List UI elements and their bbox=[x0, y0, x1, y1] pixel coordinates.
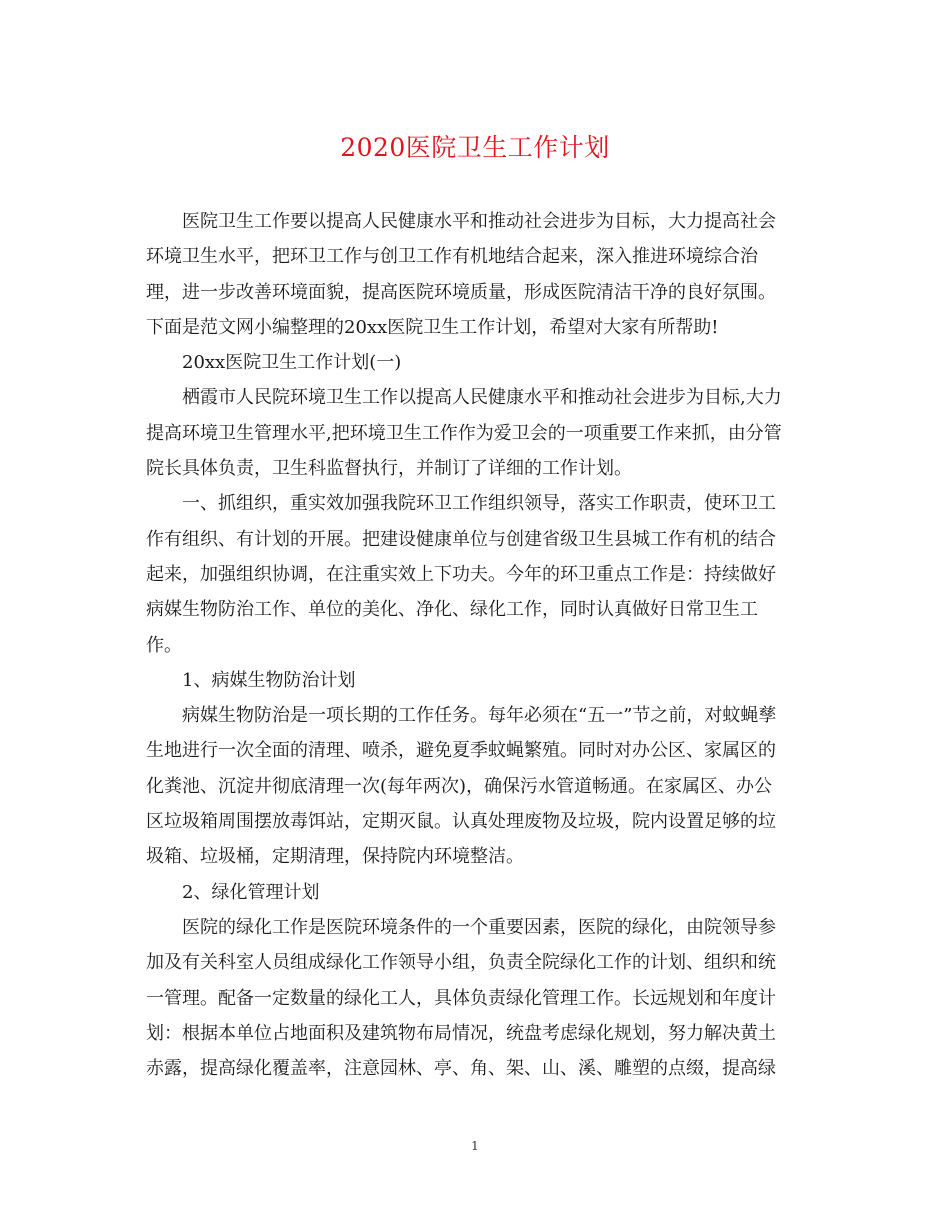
paragraph-line: 院长具体负责，卫生科监督执行，并制订了详细的工作计划。 bbox=[146, 458, 632, 480]
paragraph-line: 一、抓组织，重实效加强我院环卫工作组织领导，落实工作职责，使环卫工 bbox=[182, 493, 776, 515]
paragraph-line: 赤露，提高绿化覆盖率，注意园林、亭、角、架、山、溪、雕塑的点缀，提高绿 bbox=[146, 1058, 776, 1080]
paragraph-line: 医院卫生工作要以提高人民健康水平和推动社会进步为目标，大力提高社会 bbox=[182, 211, 776, 232]
paragraph-line: 病媒生物防治是一项长期的工作任务。每年必须在“五一”节之前，对蚊蝇孳 bbox=[182, 705, 777, 727]
paragraph-line: 加及有关科室人员组成绿化工作领导小组，负责全院绿化工作的计划、组织和统 bbox=[146, 952, 776, 974]
paragraph-line: 作有组织、有计划的开展。把建设健康单位与创建省级卫生县城工作有机的结合 bbox=[146, 528, 776, 550]
paragraph-line: 生地进行一次全面的清理、喷杀，避免夏季蚊蝇繁殖。同时对办公区、家属区的 bbox=[146, 740, 776, 762]
paragraph-line: 区垃圾箱周围摆放毒饵站，定期灭鼠。认真处理废物及垃圾，院内设置足够的垃 bbox=[146, 811, 776, 833]
section-heading: 1、病媒生物防治计划 bbox=[182, 669, 356, 691]
page-number: 1 bbox=[471, 1139, 479, 1153]
paragraph-line: 一管理。配备一定数量的绿化工人，具体负责绿化管理工作。长远规划和年度计 bbox=[146, 987, 776, 1009]
section-heading: 20xx医院卫生工作计划(一) bbox=[182, 352, 402, 374]
section-heading: 2、绿化管理计划 bbox=[182, 881, 320, 903]
document-title: 2020医院卫生工作计划 bbox=[340, 133, 610, 162]
paragraph-line: 栖霞市人民院环境卫生工作以提高人民健康水平和推动社会进步为目标,大力 bbox=[182, 387, 782, 409]
paragraph-line: 划：根据本单位占地面积及建筑物布局情况，统盘考虑绿化规划，努力解决黄土 bbox=[146, 1022, 776, 1044]
paragraph-line: 化粪池、沉淀井彻底清理一次(每年两次)，确保污水管道畅通。在家属区、办公 bbox=[146, 775, 773, 797]
paragraph-line: 圾箱、垃圾桶，定期清理，保持院内环境整洁。 bbox=[146, 846, 524, 868]
document-body bbox=[146, 204, 808, 1086]
paragraph-line: 环境卫生水平，把环卫工作与创卫工作有机地结合起来，深入推进环境综合治 bbox=[146, 246, 758, 268]
paragraph-line: 作。 bbox=[146, 634, 182, 656]
paragraph-line: 病媒生物防治工作、单位的美化、净化、绿化工作，同时认真做好日常卫生工 bbox=[146, 599, 758, 621]
paragraph-line: 医院的绿化工作是医院环境条件的一个重要因素，医院的绿化，由院领导参 bbox=[182, 916, 776, 938]
paragraph-line: 提高环境卫生管理水平,把环境卫生工作作为爱卫会的一项重要工作来抓，由分管 bbox=[146, 422, 782, 444]
paragraph-line: 下面是范文网小编整理的20xx医院卫生工作计划，希望对大家有所帮助! bbox=[146, 316, 719, 338]
paragraph-line: 起来，加强组织协调，在注重实效上下功夫。今年的环卫重点工作是：持续做好 bbox=[146, 563, 776, 585]
paragraph-line: 理，进一步改善环境面貌，提高医院环境质量，形成医院清洁干净的良好氛围。 bbox=[146, 281, 776, 303]
